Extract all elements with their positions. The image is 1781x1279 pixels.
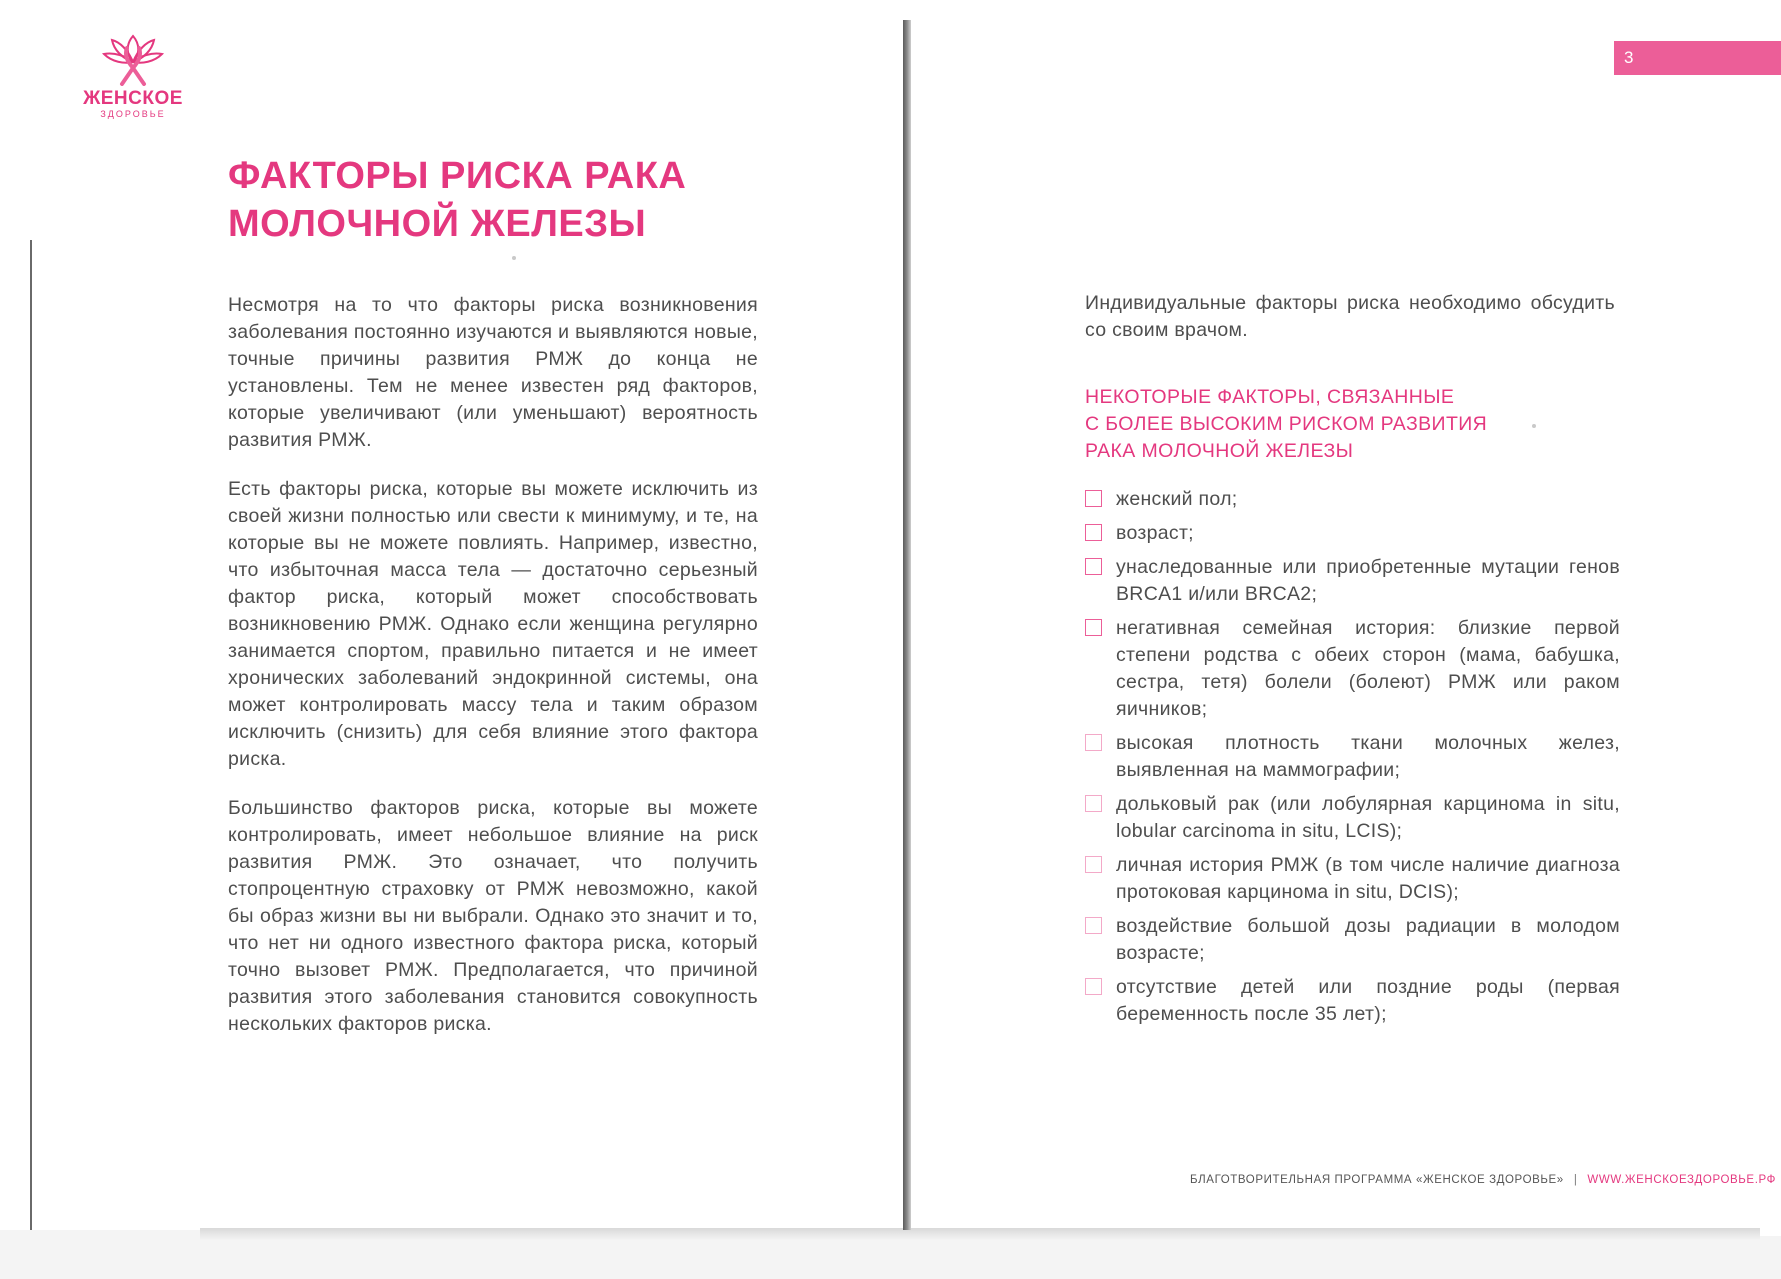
left-body-text xyxy=(228,292,758,1060)
footer-program: БЛАГОТВОРИТЕЛЬНАЯ ПРОГРАММА «ЖЕНСКОЕ ЗДОРОВЬЕ» xyxy=(1190,1174,1564,1186)
checkbox[interactable] xyxy=(1085,558,1102,575)
title-line: МОЛОЧНОЙ ЖЕЛЕЗЫ xyxy=(228,203,647,245)
risk-factor-item xyxy=(1085,791,1620,845)
section-heading xyxy=(1085,384,1555,465)
page-number-tab: 3 xyxy=(1614,41,1781,75)
heading-line: НЕКОТОРЫЕ ФАКТОРЫ, СВЯЗАННЫЕ xyxy=(1085,386,1455,408)
heading-line: С БОЛЕЕ ВЫСОКИМ РИСКОМ РАЗВИТИЯ xyxy=(1085,413,1488,435)
pink-ribbon-lotus-icon xyxy=(98,28,168,86)
risk-factor-text: унаследованные или приобретенные мутации генов BRCA1 и/или BRCA2; xyxy=(1116,556,1620,605)
risk-factor-text: личная история РМЖ (в том числе наличие диагноза протоковая карцинома in situ, DCIS); xyxy=(1116,854,1620,903)
risk-factor-checklist xyxy=(1085,486,1620,1035)
risk-factor-item xyxy=(1085,974,1620,1028)
page-footer xyxy=(1190,1174,1776,1186)
risk-factor-item xyxy=(1085,615,1620,723)
risk-factor-text: высокая плотность ткани молочных желез, выявленная на маммографии; xyxy=(1116,732,1620,781)
paragraph: Большинство факторов риска, которые вы можете контролировать, имеет небольшое влияние на риск развития РМЖ. Это означает, что получить стопроцентную страховку от РМЖ невозможно, какой бы образ жизни вы ни выбрали. Однако это значит и то, что нет ни одного известного фактора риска, который точно вызовет РМЖ. Предполагается, что причиной развития этого заболевания становится совокупность нескольких факторов риска. xyxy=(228,797,758,1035)
checkbox[interactable] xyxy=(1085,734,1102,751)
risk-factor-item xyxy=(1085,913,1620,967)
footer-separator: | xyxy=(1573,1174,1578,1186)
risk-factor-item xyxy=(1085,520,1620,547)
risk-factor-item xyxy=(1085,852,1620,906)
logo-wordmark: ЖЕНСКОЕ xyxy=(83,88,183,109)
risk-factor-text: женский пол; xyxy=(1116,488,1238,510)
checkbox[interactable] xyxy=(1085,856,1102,873)
paragraph: Есть факторы риска, которые вы можете исключить из своей жизни полностью или свести к минимуму, и те, на которые вы не можете повлиять. Например, известно, что избыточная масса тела — достаточно серьезный фактор риска, который может способствовать возникновению РМЖ. Однако если женщина регулярно занимается спортом, правильно питается и не имеет хронических заболеваний эндокринной системы, она может контролировать массу тела и таким образом исключить (снизить) для себя влияние этого фактора риска. xyxy=(228,478,758,770)
brand-logo xyxy=(78,28,188,119)
left-page-edge xyxy=(30,240,32,1230)
risk-factor-text: негативная семейная история: близкие первой степени родства с обеих сторон (мама, бабушка, сестра, тетя) болели (болеют) РМЖ или раком яичников; xyxy=(1116,617,1620,720)
title-line: ФАКТОРЫ РИСКА РАКА xyxy=(228,155,687,197)
logo-subtitle: ЗДОРОВЬЕ xyxy=(100,109,166,119)
heading-line: РАКА МОЛОЧНОЙ ЖЕЛЕЗЫ xyxy=(1085,440,1354,462)
risk-factor-item xyxy=(1085,730,1620,784)
print-speck xyxy=(512,256,516,260)
risk-factor-item xyxy=(1085,554,1620,608)
intro-paragraph: Индивидуальные факторы риска необходимо обсудить со своим врачом. xyxy=(1085,292,1615,341)
book-gutter xyxy=(903,20,911,1230)
checkbox[interactable] xyxy=(1085,917,1102,934)
risk-factor-item xyxy=(1085,486,1620,513)
paragraph: Несмотря на то что факторы риска возникновения заболевания постоянно изучаются и выявляются новые, точные причины развития РМЖ до конца не установлены. Тем не менее известен ряд факторов, которые увеличивают (или уменьшают) вероятность развития РМЖ. xyxy=(228,294,758,451)
risk-factor-text: воздействие большой дозы радиации в молодом возрасте; xyxy=(1116,915,1620,964)
checkbox[interactable] xyxy=(1085,978,1102,995)
checkbox[interactable] xyxy=(1085,524,1102,541)
page-title xyxy=(228,152,788,248)
checkbox[interactable] xyxy=(1085,619,1102,636)
checkbox[interactable] xyxy=(1085,490,1102,507)
risk-factor-text: отсутствие детей или поздние роды (первая беременность после 35 лет); xyxy=(1116,976,1620,1025)
risk-factor-text: возраст; xyxy=(1116,522,1194,544)
risk-factor-text: дольковый рак (или лобулярная карцинома in situ, lobular carcinoma in situ, LCIS); xyxy=(1116,793,1620,842)
checkbox[interactable] xyxy=(1085,795,1102,812)
print-speck xyxy=(1532,424,1536,428)
page-bottom-shadow xyxy=(200,1228,1760,1240)
footer-url-link[interactable]: WWW.ЖЕНСКОЕЗДОРОВЬЕ.РФ xyxy=(1587,1174,1776,1186)
